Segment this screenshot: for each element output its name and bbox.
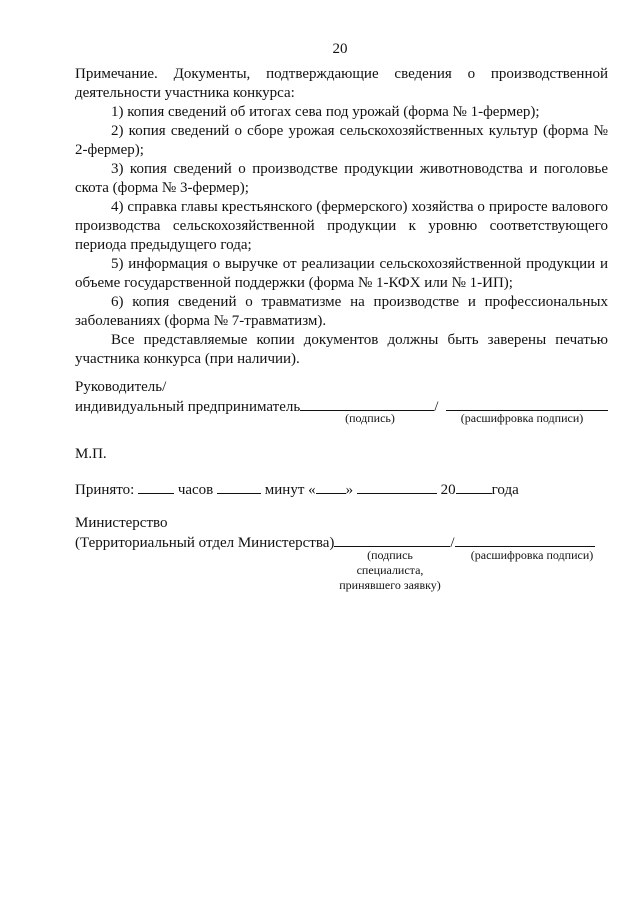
ministry-caption-signature-line2: специалиста, — [356, 563, 424, 577]
note-closing: Все представляемые копии документов должны быть заверены печатью участника конкурса (при наличии). — [75, 332, 608, 367]
ministry-caption-decoding: (расшифровка подписи) — [470, 548, 594, 562]
note-item-3: 3) копия сведений о производстве продукции животноводства и поголовье скота (форма № 3-фермер); — [75, 161, 608, 196]
hours-label: часов — [177, 482, 214, 498]
note-item-4: 4) справка главы крестьянского (фермерского) хозяйства о приросте валового производства сельскохозяйственной продукции к уровню соответствующего периода предыдущего года; — [75, 199, 608, 253]
ministry-title-line1: Министерство — [75, 515, 168, 531]
day-blank — [316, 480, 346, 494]
head-signature-line — [300, 397, 434, 411]
ministry-caption-signature — [330, 548, 450, 593]
head-title-line2: индивидуальный предприниматель — [75, 399, 301, 415]
minutes-blank — [217, 480, 261, 494]
stamp-place: М.П. — [75, 446, 107, 462]
ministry-title-line2: (Территориальный отдел Министерства) — [75, 535, 335, 551]
note-item-2: 2) копия сведений о сборе урожая сельскохозяйственных культур (форма № 2-фермер); — [75, 123, 608, 158]
head-signature-slash: / — [434, 399, 439, 415]
head-caption-decoding: (расшифровка подписи) — [460, 411, 584, 425]
accepted-row — [75, 480, 519, 500]
head-caption-signature: (подпись) — [345, 411, 395, 425]
ministry-caption-signature-line3: принявшего заявку) — [339, 578, 441, 592]
note-intro: Примечание. Документы, подтверждающие сведения о производственной деятельности участника конкурса: — [75, 66, 608, 101]
ministry-caption-signature-line1: (подпись — [367, 548, 413, 562]
head-decoding-line — [446, 397, 608, 411]
note-item-5: 5) информация о выручке от реализации сельскохозяйственной продукции и объеме государственной поддержки (форма № 1-КФХ или № 1-ИП); — [75, 256, 608, 291]
page-number: 20 — [332, 41, 348, 57]
year-prefix: 20 — [440, 482, 456, 498]
month-blank — [357, 480, 437, 494]
note-section — [75, 65, 608, 369]
note-item-1: 1) копия сведений об итогах сева под урожай (форма № 1-фермер); — [111, 104, 540, 120]
ministry-signature-slash: / — [450, 535, 455, 551]
note-item-6: 6) копия сведений о травматизме на производстве и профессиональных заболеваниях (форма № 7-травматизм). — [75, 294, 608, 329]
ministry-signature-line — [334, 533, 450, 547]
year-blank — [456, 480, 492, 494]
head-title-line1: Руководитель/ — [75, 379, 167, 395]
hours-blank — [138, 480, 174, 494]
year-suffix: года — [491, 482, 519, 498]
quote-close: » — [345, 482, 354, 498]
ministry-decoding-line — [455, 533, 595, 547]
accepted-label: Принято: — [75, 482, 135, 498]
minutes-label: минут « — [264, 482, 316, 498]
